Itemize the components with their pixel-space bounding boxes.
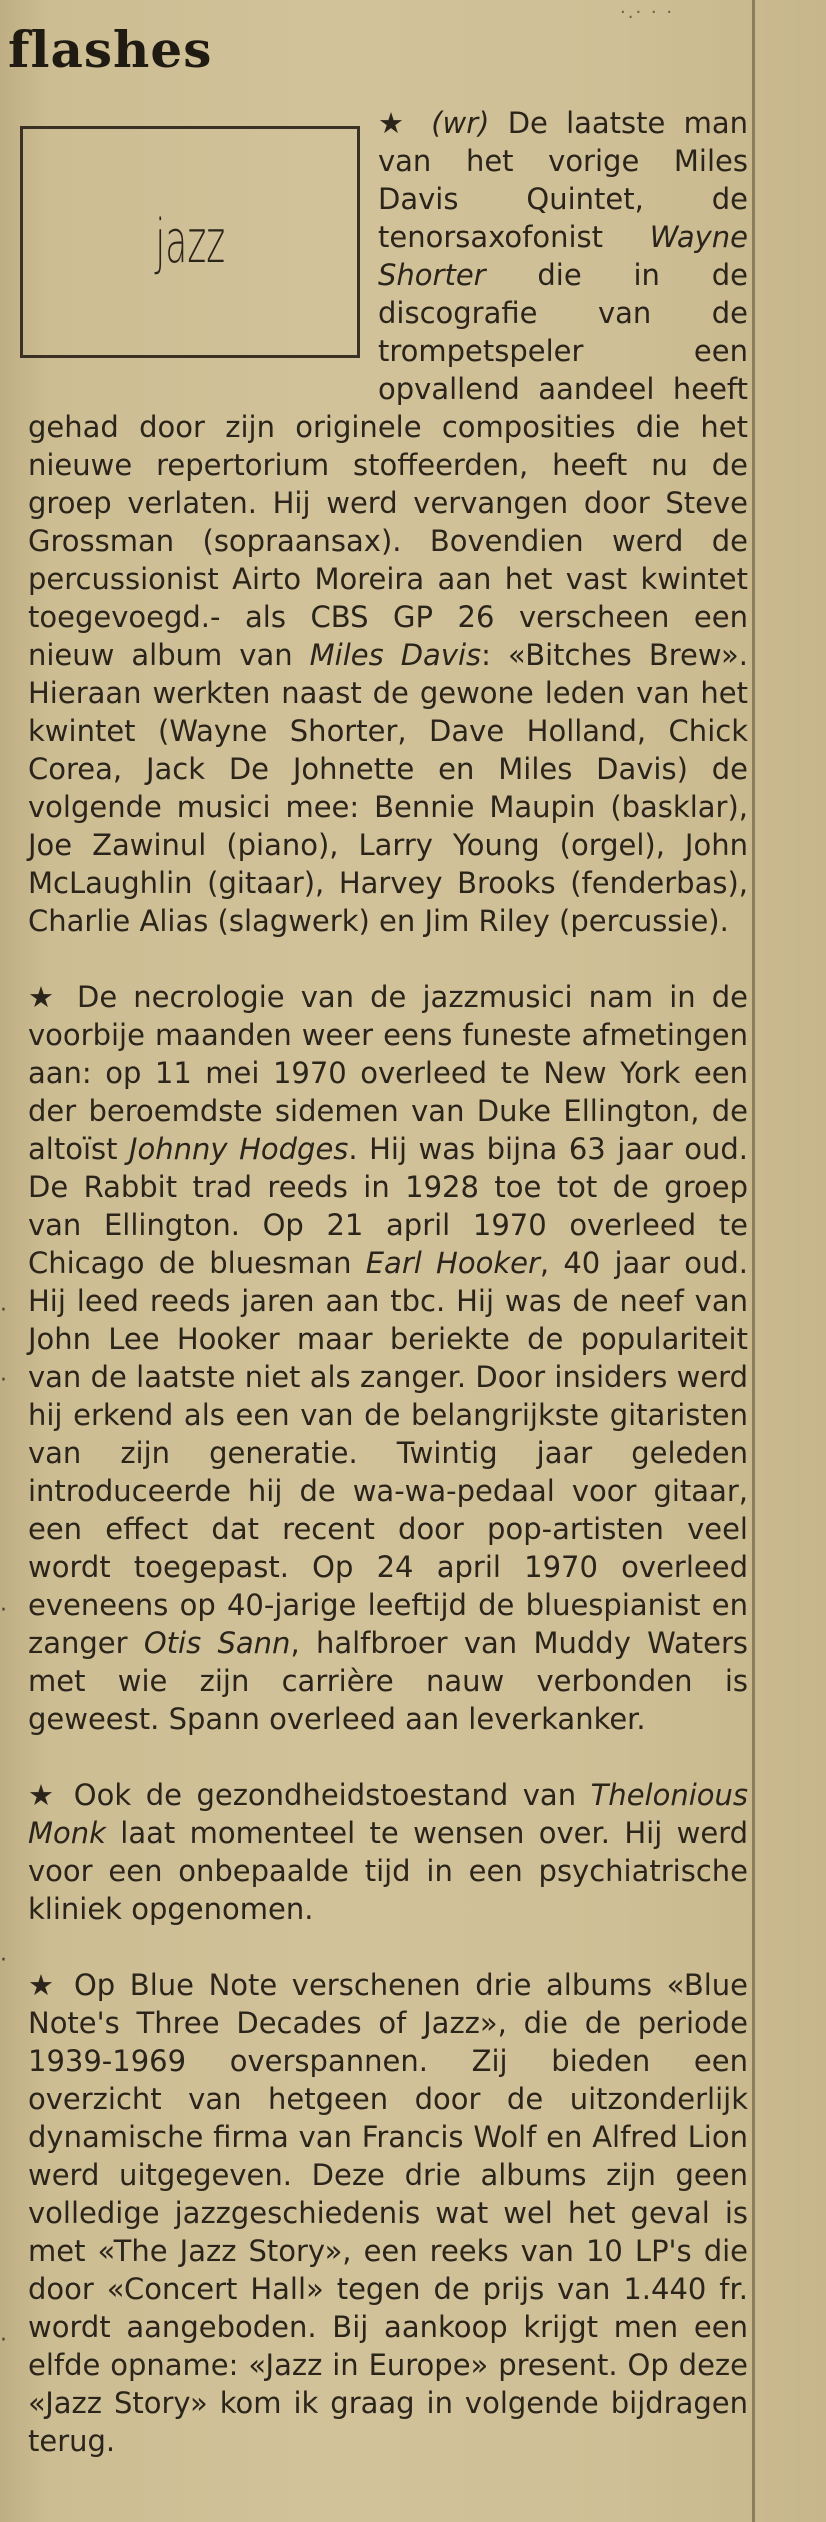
italic-name: Earl Hooker [365, 1246, 540, 1280]
star-bullet-icon: ★ [28, 1968, 60, 2002]
body-text: : «Bitches Brew». Hieraan werkten naast de gewone leden van het kwintet (Wayne Shorter, Dave Holland, Chick Corea, Jack De Johnette en Miles Davis) de volgende musici mee: Bennie Maupin (basklar), Joe Zawinul (piano), Larry Young (orgel), John McLaughlin (gitaar), Harvey Brooks (fenderbas), Charlie Alias (slagwerk) en Jim Riley (percussie). [28, 638, 749, 938]
italic-name: Thelonious Monk [28, 1778, 748, 1850]
bleed-edge-mark: · [0, 1600, 7, 1622]
body-text: Op Blue Note verschenen drie albums «Blue Note's Three Decades of Jazz», die de periode 1939-1969 overspannen. Zij bieden een overzicht van hetgeen door de uitzonderlijk dynamische firma van Francis Wolf en Alfred Lion werd uitgegeven. Deze drie albums zijn geen volledige jazzgeschiedenis wat wel het geval is met «The Jazz Story», een reeks van 10 LP's die door «Concert Hall» tegen de prijs van 1.440 fr. wordt aangeboden. Bij aankoop krijgt men een elfde opname: «Jazz in Europe» present. Op deze «Jazz Story» kom ik graag in volgende bijdragen terug. [28, 1968, 748, 2458]
body-text: Ook de gezondheidstoestand van [59, 1778, 591, 1812]
body-text: De laatste man van het vorige Miles Davis Quintet, de tenorsaxofonist [378, 106, 748, 254]
body-text: laat momenteel te wensen over. Hij werd voor een onbepaalde tijd in een psychiatrische kliniek opgenomen. [28, 1816, 748, 1926]
news-item [28, 978, 748, 1738]
body-text: , halfbroer van Muddy Waters met wie zijn carrière nauw verbonden is geweest. Spann overleed aan leverkanker. [28, 1626, 748, 1736]
body-text: die in de discografie van de trompetspeler een opvallend aandeel heeft gehad door zijn originele composities die het nieuwe repertorium stoffeerden, heeft nu de groep verlaten. Hij werd vervangen door Steve Grossman (sopraansax). Bovendien werd de percussionist Airto Moreira aan het vast kwintet toegevoegd.- als CBS GP 26 verscheen een nieuw album van [28, 258, 748, 672]
body-text: , 40 jaar oud. Hij leed reeds jaren aan tbc. Hij was de neef van John Lee Hooker maar beriekte de populariteit van de laatste niet als zanger. Door insiders werd hij erkend als een van de belangrijkste gitaristen van zijn generatie. Twintig jaar geleden introduceerde hij de wa-wa-pedaal voor gitaar, een effect dat recent door pop-artisten veel wordt toegepast. Op 24 april 1970 overleed eveneens op 40-jarige leeftijd de bluespianist en zanger [28, 1246, 748, 1660]
bleed-edge-mark: · [0, 2330, 7, 2352]
italic-name: Wayne Shorter [378, 220, 748, 292]
article-body [28, 104, 748, 2498]
bleed-edge-mark: · [0, 1950, 7, 1972]
bleed-edge-mark: · [0, 1300, 7, 1322]
body-text: De necrologie van de jazzmusici nam in de voorbije maanden weer eens funeste afmetingen aan: op 11 mei 1970 overleed te New York een der beroemdste sidemen van Duke Ellington, de altoïst [28, 980, 748, 1166]
jazz-logo-text: jazz [155, 207, 225, 277]
star-bullet-icon: ★ [378, 106, 413, 140]
italic-name: Johnny Hodges [128, 1132, 349, 1166]
news-item [28, 1966, 748, 2460]
column-rule [752, 0, 755, 2522]
star-bullet-icon: ★ [28, 1778, 60, 1812]
section-title: flashes [8, 20, 213, 79]
star-bullet-icon: ★ [28, 980, 61, 1014]
top-edge-mark: ·.· · · [620, 2, 675, 23]
news-item [28, 1776, 748, 1928]
logo-spacer [28, 104, 378, 400]
bleed-edge-mark: · [0, 1370, 7, 1392]
italic-name: Miles Davis [309, 638, 482, 672]
italic-name: (wr) [413, 106, 508, 140]
body-text: . Hij was bijna 63 jaar oud. De Rabbit trad reeds in 1928 toe tot de groep van Ellington. Op 21 april 1970 overleed te Chicago de bluesman [28, 1132, 748, 1280]
italic-name: Otis Sann [143, 1626, 291, 1660]
